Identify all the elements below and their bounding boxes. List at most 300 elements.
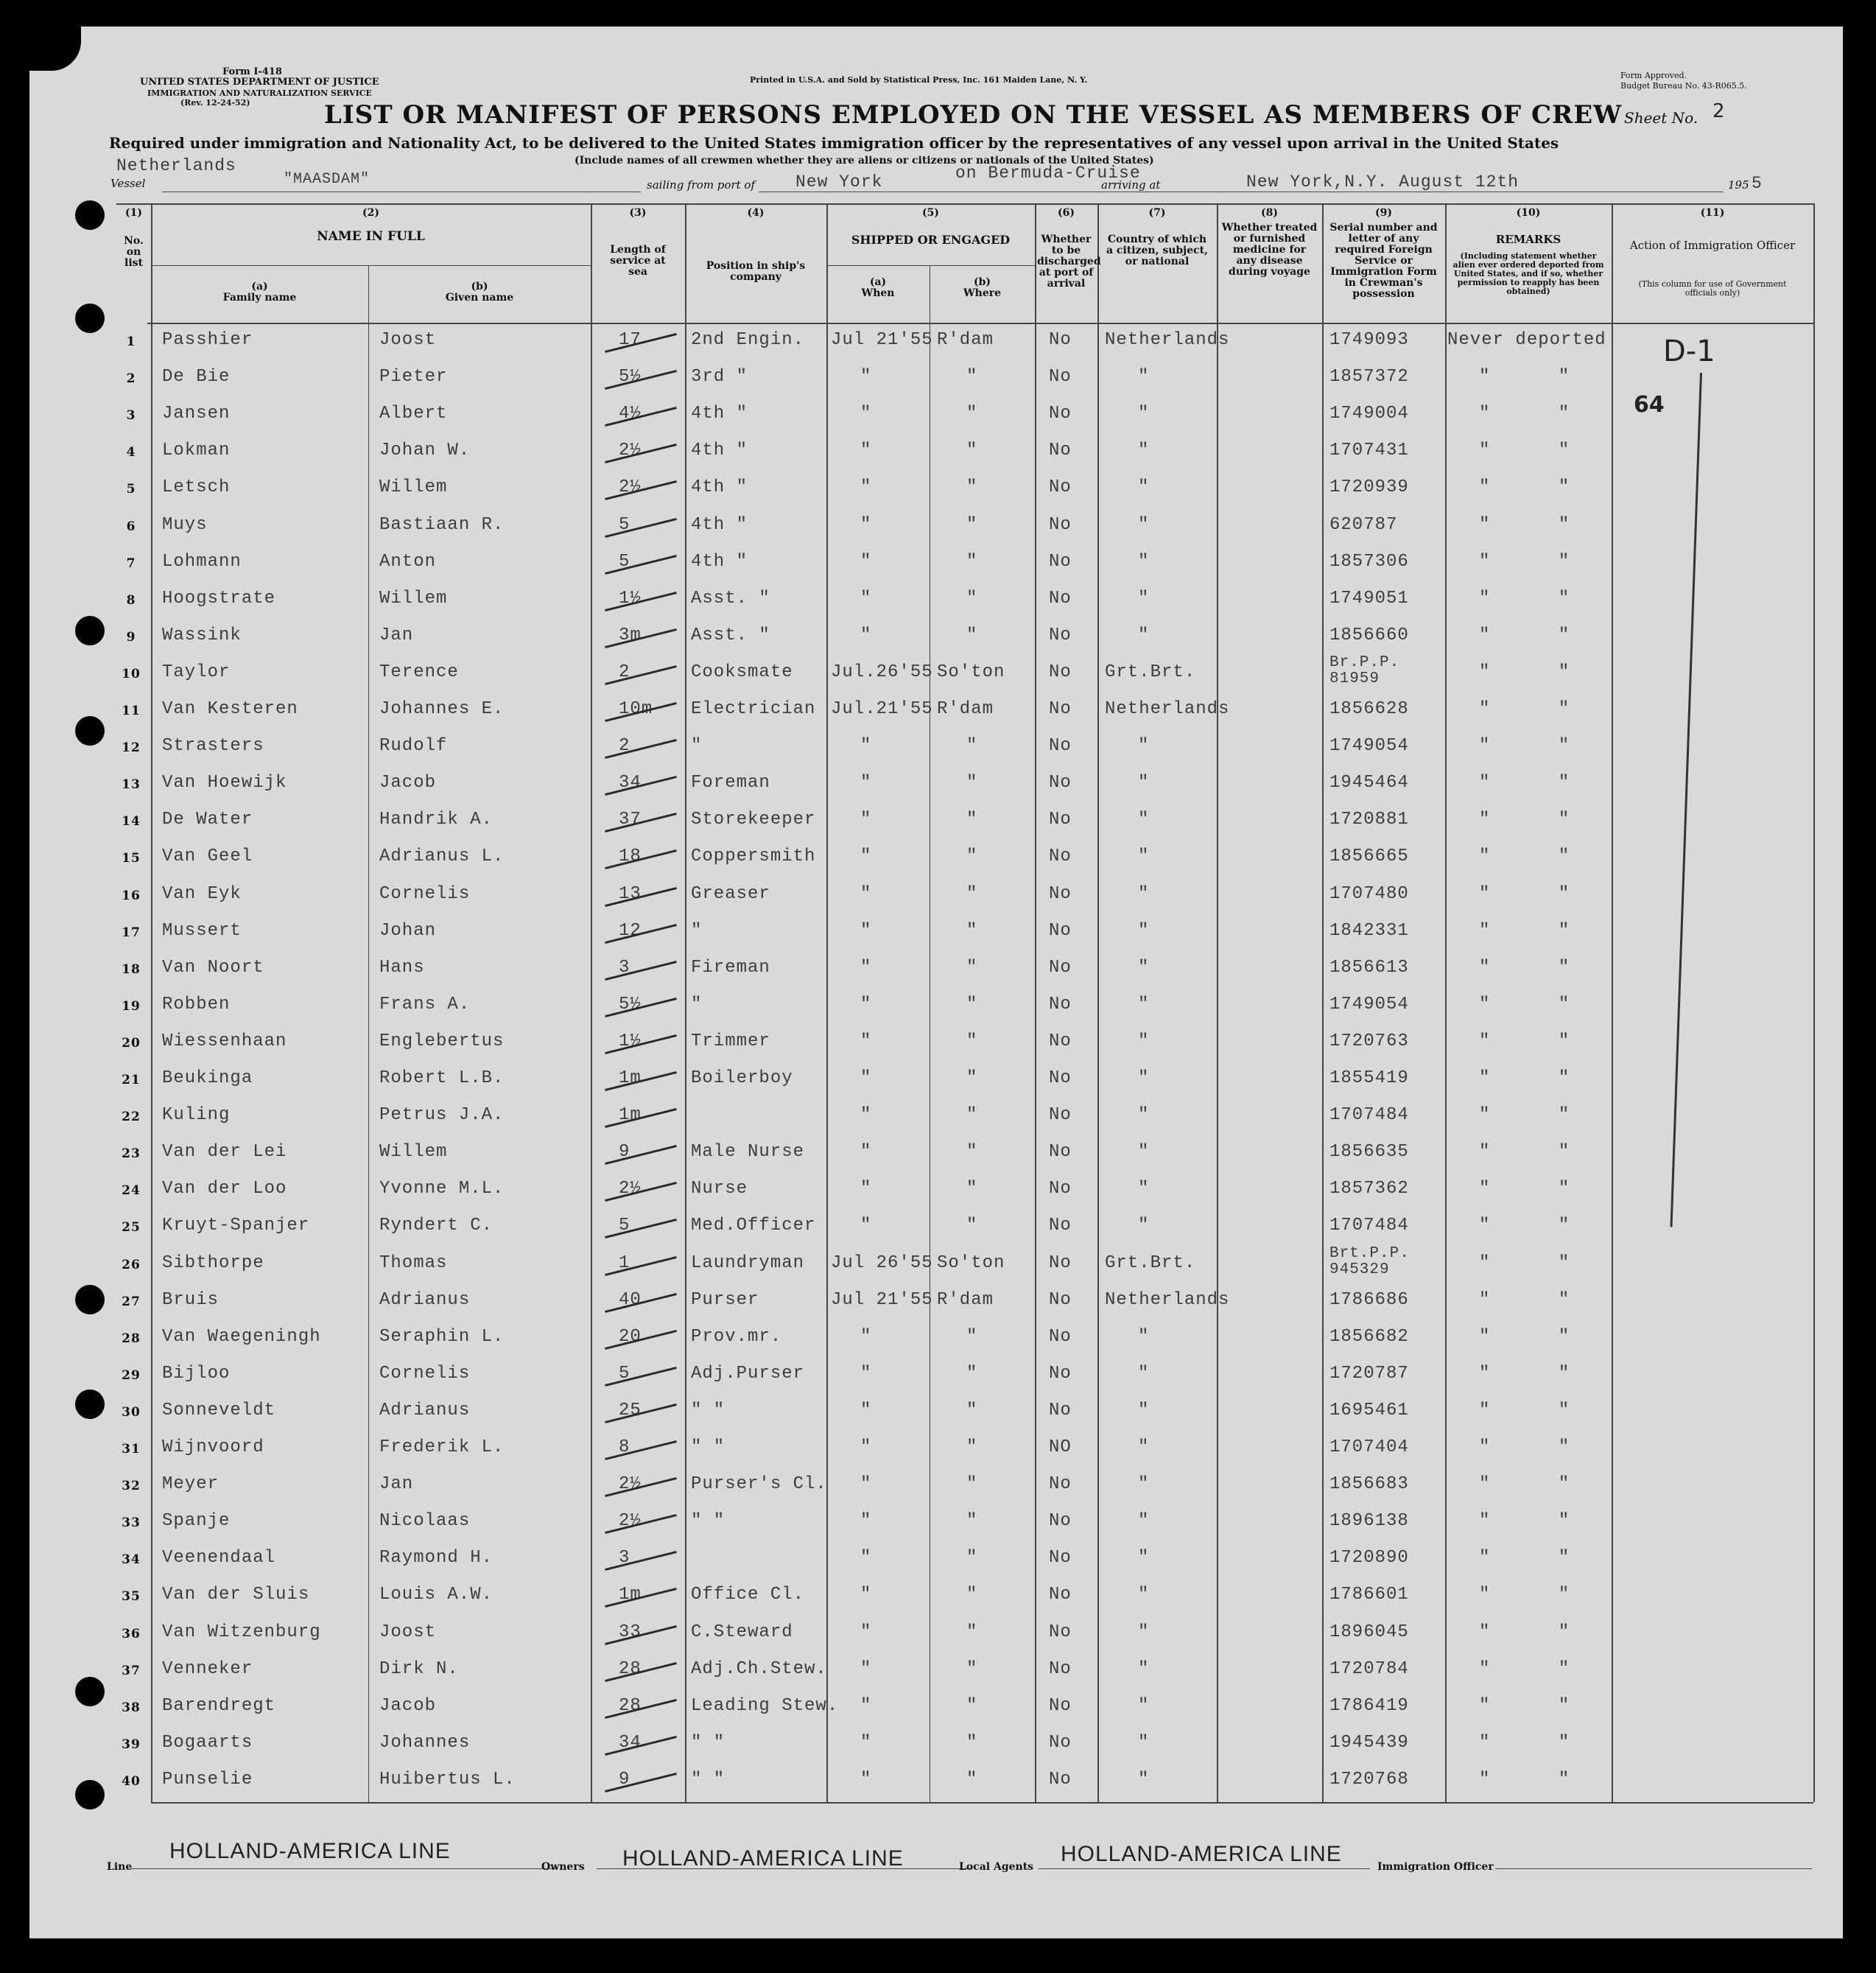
length-of-service: 3 <box>619 1548 630 1569</box>
shipped-when: " <box>860 1105 872 1126</box>
table-row <box>29 1246 1843 1283</box>
family-name: Wijnvoord <box>162 1437 264 1457</box>
country: " <box>1138 736 1150 757</box>
col5-header: SHIPPED OR ENGAGED <box>851 233 1011 247</box>
shipped-when: " <box>860 625 872 645</box>
serial-number: 1842331 <box>1329 920 1409 941</box>
given-name: Adrianus L. <box>379 847 505 867</box>
table-row <box>29 729 1843 766</box>
discharged: No <box>1049 847 1072 867</box>
shipped-where: " <box>966 1511 978 1532</box>
discharged: No <box>1049 404 1072 424</box>
remarks: " " <box>1479 477 1570 498</box>
discharged: No <box>1049 588 1072 609</box>
table-row <box>29 950 1843 988</box>
position: Nurse <box>691 1179 748 1199</box>
table-row <box>29 765 1843 803</box>
position: Asst. " <box>691 625 770 645</box>
length-of-service: 8 <box>619 1437 630 1457</box>
remarks: " " <box>1479 367 1570 388</box>
shipped-when: " <box>860 588 872 609</box>
given-name: Joost <box>379 330 437 350</box>
shipped-when: " <box>860 847 872 867</box>
remarks: " " <box>1479 1179 1570 1199</box>
length-of-service: 20 <box>619 1326 642 1347</box>
serial-number: 1896045 <box>1329 1622 1409 1642</box>
row-number: 23 <box>122 1146 141 1162</box>
line-label: Line <box>107 1861 133 1873</box>
discharged: No <box>1049 1474 1072 1495</box>
col1-number: (1) <box>125 207 142 219</box>
table-row <box>29 1320 1843 1357</box>
pencil-strike <box>605 555 677 575</box>
shipped-where: So'ton <box>937 1252 1005 1273</box>
pencil-strike <box>605 1551 677 1571</box>
country: " <box>1138 920 1150 941</box>
country: " <box>1138 773 1150 793</box>
family-name: Hoogstrate <box>162 588 276 609</box>
country: " <box>1138 1548 1150 1569</box>
page-title: LIST OR MANIFEST OF PERSONS EMPLOYED ON THE VESSEL AS MEMBERS OF CREW <box>324 100 1623 130</box>
shipped-when: " <box>860 1658 872 1679</box>
col9-number: (9) <box>1375 207 1392 219</box>
remarks: " " <box>1479 1548 1570 1569</box>
remarks: " " <box>1479 1622 1570 1642</box>
pencil-strike <box>605 961 677 981</box>
position: Coppersmith <box>691 847 816 867</box>
shipped-when: Jul 26'55 <box>831 1252 933 1273</box>
row-number: 30 <box>122 1404 141 1420</box>
serial-number: 1749054 <box>1329 994 1409 1014</box>
position: Leading Stew. <box>691 1695 839 1716</box>
given-name: Frederik L. <box>379 1437 505 1457</box>
table-row <box>29 1652 1843 1689</box>
position: Cooksmate <box>691 662 793 682</box>
shipped-when: " <box>860 441 872 461</box>
table-row <box>29 1762 1843 1800</box>
family-name: De Bie <box>162 367 231 388</box>
table-row <box>29 1098 1843 1135</box>
remarks: " " <box>1479 514 1570 535</box>
family-name: Kruyt-Spanjer <box>162 1216 310 1236</box>
vessel-label: Vessel <box>110 177 146 190</box>
discharged: No <box>1049 1179 1072 1199</box>
given-name: Johannes <box>379 1732 471 1753</box>
position: " <box>691 994 703 1014</box>
length-of-service: 37 <box>619 810 642 830</box>
country: " <box>1138 1363 1150 1384</box>
discharged: No <box>1049 1068 1072 1088</box>
row-number: 19 <box>122 998 141 1014</box>
table-row <box>29 581 1843 619</box>
pencil-strike <box>605 1440 677 1460</box>
line-value: HOLLAND-AMERICA LINE <box>169 1839 451 1863</box>
remarks: " " <box>1479 699 1570 719</box>
serial-number: 1786686 <box>1329 1289 1409 1310</box>
manifest-sheet <box>29 27 1843 1938</box>
serial-number: 1857372 <box>1329 367 1409 388</box>
shipped-where: " <box>966 367 978 388</box>
position: Laundryman <box>691 1252 805 1273</box>
owners-label: Owners <box>541 1861 585 1873</box>
country: " <box>1138 1400 1150 1420</box>
family-name: Van Hoewijk <box>162 773 287 793</box>
given-name: Adrianus <box>379 1289 471 1310</box>
family-name: Taylor <box>162 662 231 682</box>
remarks: " " <box>1479 1658 1570 1679</box>
approval-line1: Form Approved. <box>1620 71 1687 80</box>
row-number: 26 <box>122 1257 141 1272</box>
table-row <box>29 1283 1843 1320</box>
row-number: 36 <box>122 1626 141 1641</box>
discharged: No <box>1049 699 1072 719</box>
length-of-service: 1m <box>619 1105 642 1126</box>
remarks: " " <box>1479 625 1570 645</box>
shipped-where: " <box>966 441 978 461</box>
department: UNITED STATES DEPARTMENT OF JUSTICE <box>140 77 379 88</box>
shipped-when: " <box>860 477 872 498</box>
shipped-where: R'dam <box>937 330 994 350</box>
serial-number: 1945439 <box>1329 1732 1409 1753</box>
length-of-service: 9 <box>619 1142 630 1163</box>
length-of-service: 2½ <box>619 477 642 498</box>
sheet-number: 2 <box>1712 100 1725 122</box>
shipped-when: " <box>860 1695 872 1716</box>
remarks: " " <box>1479 1437 1570 1457</box>
length-of-service: 2½ <box>619 1474 642 1495</box>
shipped-where: " <box>966 1585 978 1605</box>
pencil-strike <box>605 1145 677 1165</box>
discharged: No <box>1049 1622 1072 1642</box>
shipped-when: " <box>860 404 872 424</box>
given-name: Frans A. <box>379 994 471 1014</box>
given-name: Pieter <box>379 367 448 388</box>
given-name: Willem <box>379 588 448 609</box>
row-number: 7 <box>126 556 136 571</box>
discharged: No <box>1049 1585 1072 1605</box>
country: " <box>1138 847 1150 867</box>
shipped-where: " <box>966 1142 978 1163</box>
serial-number: 1707404 <box>1329 1437 1409 1457</box>
country: " <box>1138 1474 1150 1495</box>
length-of-service: 5½ <box>619 367 642 388</box>
row-number: 18 <box>122 961 141 977</box>
row-number: 9 <box>126 629 136 645</box>
row-number: 14 <box>122 814 141 830</box>
row-number: 22 <box>122 1110 141 1125</box>
position: " " <box>691 1511 726 1532</box>
remarks: " " <box>1479 847 1570 867</box>
length-of-service: 5 <box>619 1216 630 1236</box>
row-number: 2 <box>126 371 136 387</box>
length-of-service: 28 <box>619 1658 642 1679</box>
given-name: Englebertus <box>379 1031 505 1051</box>
country: " <box>1138 625 1150 645</box>
row-number: 21 <box>122 1073 141 1087</box>
table-row <box>29 987 1843 1025</box>
discharged: No <box>1049 883 1072 904</box>
country: " <box>1138 1142 1150 1163</box>
shipped-where: " <box>966 1732 978 1753</box>
shipped-when: " <box>860 773 872 793</box>
shipped-where: " <box>966 1548 978 1569</box>
discharged: No <box>1049 662 1072 682</box>
table-row <box>29 1430 1843 1468</box>
given-name: Thomas <box>379 1252 448 1273</box>
shipped-where: " <box>966 1658 978 1679</box>
given-name: Huibertus L. <box>379 1769 516 1790</box>
cruise: on Bermuda-Cruise <box>955 164 1141 183</box>
row-number: 38 <box>122 1700 141 1715</box>
country: " <box>1138 1695 1150 1716</box>
family-name: Van Eyk <box>162 883 242 904</box>
shipped-where: " <box>966 994 978 1014</box>
pencil-strike <box>605 1252 677 1275</box>
family-name: Wiessenhaan <box>162 1031 287 1051</box>
length-of-service: 34 <box>619 773 642 793</box>
family-name: Van der Sluis <box>162 1585 310 1605</box>
serial-number: 1720768 <box>1329 1769 1409 1790</box>
country: " <box>1138 1511 1150 1532</box>
remarks: " " <box>1479 1769 1570 1790</box>
shipped-when: " <box>860 1363 872 1384</box>
length-of-service: 3 <box>619 957 630 978</box>
remarks: " " <box>1479 1326 1570 1347</box>
shipped-when: " <box>860 551 872 572</box>
shipped-where: " <box>966 1400 978 1420</box>
length-of-service: 9 <box>619 1769 630 1790</box>
shipped-when: Jul.21'55 <box>831 699 933 719</box>
table-row <box>29 508 1843 545</box>
length-of-service: 34 <box>619 1732 642 1753</box>
form-number: Form I-418 <box>222 66 282 77</box>
given-name: Jacob <box>379 773 437 793</box>
discharged: No <box>1049 1695 1072 1716</box>
table-row <box>29 1356 1843 1394</box>
family-name: Bogaarts <box>162 1732 253 1753</box>
pencil-strike <box>605 1367 677 1387</box>
serial-number: 1786601 <box>1329 1585 1409 1605</box>
shipped-where: " <box>966 404 978 424</box>
family-name: Meyer <box>162 1474 219 1495</box>
approval-line2: Budget Bureau No. 43-R065.5. <box>1620 81 1747 91</box>
col5b-header: (b) Where <box>963 276 1002 299</box>
discharged: No <box>1049 1252 1072 1273</box>
remarks: " " <box>1479 1363 1570 1384</box>
position: " <box>691 736 703 757</box>
serial-number: 1896138 <box>1329 1511 1409 1532</box>
given-name: Willem <box>379 477 448 498</box>
discharged: No <box>1049 1363 1072 1384</box>
serial-number: 1707431 <box>1329 441 1409 461</box>
discharged: No <box>1049 551 1072 572</box>
given-name: Ryndert C. <box>379 1216 493 1236</box>
serial-number: 1720784 <box>1329 1658 1409 1679</box>
remarks: " " <box>1479 1142 1570 1163</box>
row-number: 39 <box>122 1737 141 1752</box>
action-mark: D-1 <box>1663 334 1715 368</box>
row-number: 3 <box>126 408 136 424</box>
given-name: Bastiaan R. <box>379 514 505 535</box>
shipped-when: " <box>860 957 872 978</box>
given-name: Albert <box>379 404 448 424</box>
row-number: 35 <box>122 1589 141 1605</box>
shipped-where: " <box>966 736 978 757</box>
col2b-header: (b) Given name <box>445 281 514 304</box>
col7-number: (7) <box>1148 207 1166 219</box>
family-name: Venneker <box>162 1658 253 1679</box>
family-name: Sibthorpe <box>162 1252 264 1273</box>
position: 4th " <box>691 514 748 535</box>
row-number: 25 <box>122 1220 141 1236</box>
table-row <box>29 1577 1843 1615</box>
length-of-service: 10m <box>619 699 653 719</box>
length-of-service: 2½ <box>619 1511 642 1532</box>
family-name: Wassink <box>162 625 242 645</box>
given-name: Johan W. <box>379 441 471 461</box>
vessel-nationality: Netherlands <box>116 156 236 175</box>
given-name: Anton <box>379 551 437 572</box>
agents-label: Local Agents <box>959 1861 1034 1873</box>
shipped-where: " <box>966 514 978 535</box>
given-name: Terence <box>379 662 459 682</box>
length-of-service: 12 <box>619 920 642 941</box>
country: " <box>1138 367 1150 388</box>
given-name: Adrianus <box>379 1400 471 1420</box>
shipped-when: " <box>860 1068 872 1088</box>
port-from: New York <box>795 172 883 192</box>
length-of-service: 1½ <box>619 1031 642 1051</box>
country: Netherlands <box>1105 1289 1230 1310</box>
row-number: 15 <box>122 851 141 866</box>
shipped-where: " <box>966 847 978 867</box>
given-name: Joost <box>379 1622 437 1642</box>
shipped-when: Jul 21'55 <box>831 1289 933 1310</box>
given-name: Jan <box>379 625 414 645</box>
length-of-service: 5 <box>619 514 630 535</box>
col5-number: (5) <box>922 207 939 219</box>
agents-value: HOLLAND-AMERICA LINE <box>1061 1842 1342 1866</box>
table-row <box>29 1171 1843 1209</box>
revision: (Rev. 12-24-52) <box>180 98 250 108</box>
table-row <box>29 655 1843 693</box>
remarks: " " <box>1479 1289 1570 1310</box>
row-number: 33 <box>122 1515 141 1531</box>
table-row <box>29 1061 1843 1098</box>
family-name: Letsch <box>162 477 231 498</box>
discharged: No <box>1049 1732 1072 1753</box>
family-name: Punselie <box>162 1769 253 1790</box>
col5a-header: (a) When <box>861 276 895 299</box>
shipped-when: " <box>860 1400 872 1420</box>
discharged: No <box>1049 477 1072 498</box>
col11-header: Action of Immigration Officer <box>1629 239 1796 252</box>
table-row <box>29 323 1843 360</box>
shipped-where: " <box>966 1474 978 1495</box>
position: Storekeeper <box>691 810 816 830</box>
given-name: Hans <box>379 957 425 978</box>
row-number: 17 <box>122 925 141 940</box>
table-row <box>29 1024 1843 1062</box>
service: IMMIGRATION AND NATURALIZATION SERVICE <box>147 88 372 98</box>
given-name: Willem <box>379 1142 448 1163</box>
shipped-when: " <box>860 1326 872 1347</box>
country: " <box>1138 514 1150 535</box>
shipped-where: " <box>966 1216 978 1236</box>
length-of-service: 2½ <box>619 441 642 461</box>
table-row <box>29 1615 1843 1653</box>
country: " <box>1138 810 1150 830</box>
remarks: " " <box>1479 883 1570 904</box>
remarks: " " <box>1479 1252 1570 1273</box>
family-name: Van der Loo <box>162 1179 287 1199</box>
serial-number: 1856665 <box>1329 847 1409 867</box>
position: " " <box>691 1437 726 1457</box>
remarks: " " <box>1479 1585 1570 1605</box>
family-name: Mussert <box>162 920 242 941</box>
table-row <box>29 692 1843 729</box>
col2-number: (2) <box>362 207 379 219</box>
given-name: Dirk N. <box>379 1658 459 1679</box>
owners-value: HOLLAND-AMERICA LINE <box>622 1846 904 1871</box>
family-name: Strasters <box>162 736 264 757</box>
discharged: No <box>1049 810 1072 830</box>
serial-number: 1749093 <box>1329 330 1409 350</box>
shipped-where: " <box>966 810 978 830</box>
length-of-service: 2 <box>619 736 630 757</box>
table-row <box>29 1504 1843 1541</box>
position: 4th " <box>691 404 748 424</box>
remarks: " " <box>1479 810 1570 830</box>
row-number: 4 <box>126 445 136 460</box>
shipped-when: " <box>860 810 872 830</box>
serial-number: 1857306 <box>1329 551 1409 572</box>
length-of-service: 1m <box>619 1068 642 1088</box>
position: Asst. " <box>691 588 770 609</box>
discharged: No <box>1049 625 1072 645</box>
family-name: De Water <box>162 810 253 830</box>
pencil-strike <box>605 665 677 685</box>
family-name: Kuling <box>162 1105 231 1126</box>
discharged: No <box>1049 1031 1072 1051</box>
serial-number: 1857362 <box>1329 1179 1409 1199</box>
discharged: No <box>1049 1105 1072 1126</box>
discharged: No <box>1049 1511 1072 1532</box>
shipped-where: " <box>966 1695 978 1716</box>
shipped-where: " <box>966 1179 978 1199</box>
discharged: No <box>1049 1289 1072 1310</box>
torn-corner <box>29 27 81 71</box>
family-name: Lokman <box>162 441 231 461</box>
position: " " <box>691 1400 726 1420</box>
arriving-label: arriving at <box>1101 178 1161 192</box>
col11-number: (11) <box>1700 207 1725 219</box>
table-row <box>29 470 1843 508</box>
row-number: 34 <box>122 1552 141 1568</box>
country: " <box>1138 1216 1150 1236</box>
given-name: Johan <box>379 920 437 941</box>
remarks: " " <box>1479 1695 1570 1716</box>
shipped-where: R'dam <box>937 1289 994 1310</box>
pencil-strike <box>605 1219 677 1238</box>
shipped-when: " <box>860 1437 872 1457</box>
family-name: Van Kesteren <box>162 699 298 719</box>
family-name: Muys <box>162 514 208 535</box>
table-row <box>29 618 1843 656</box>
country: " <box>1138 588 1150 609</box>
row-number: 31 <box>122 1442 141 1457</box>
discharged: No <box>1049 1769 1072 1790</box>
